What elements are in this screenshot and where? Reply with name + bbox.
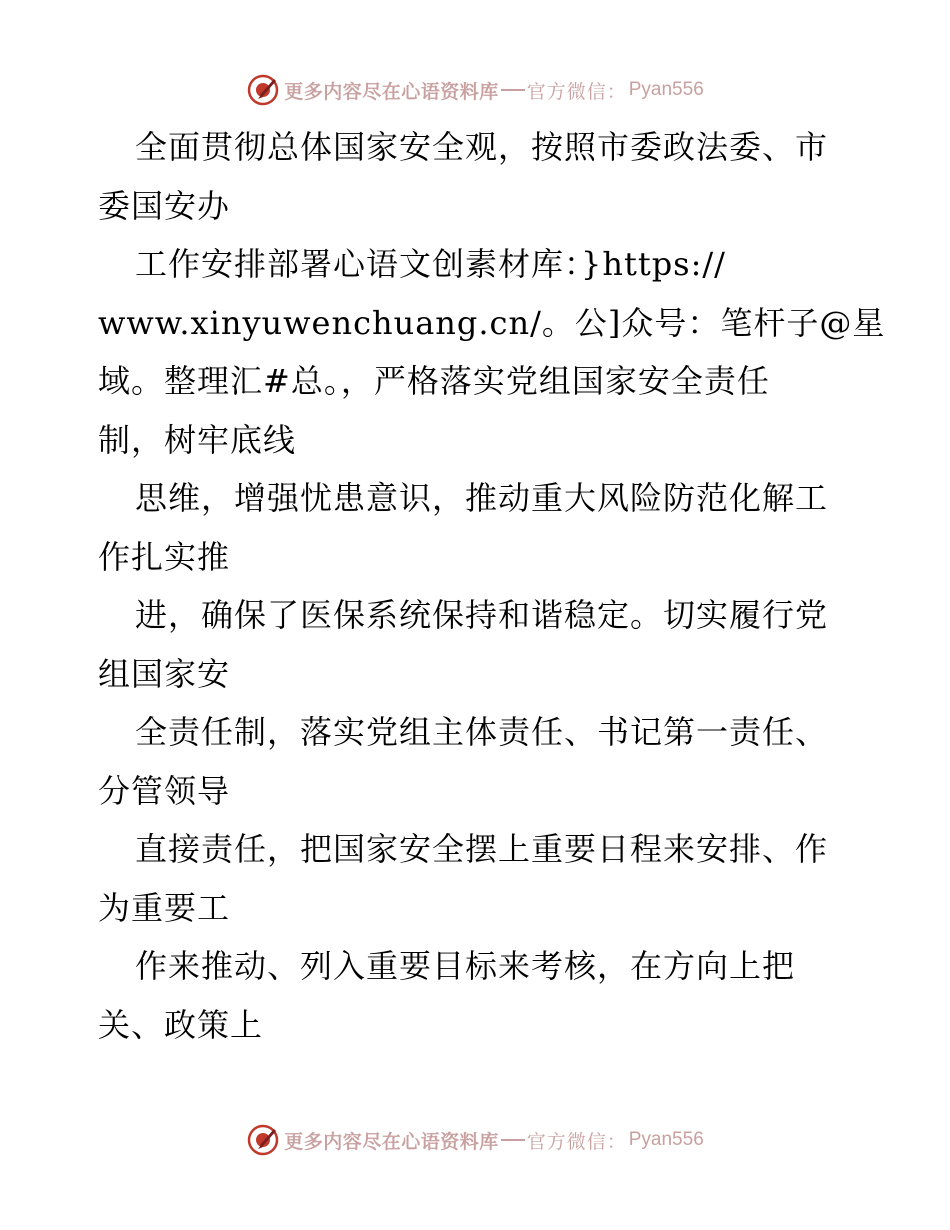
document-body — [98, 118, 886, 1054]
wechat-label: 官方微信： — [526, 1130, 627, 1153]
paragraph-line: 制，树牢底线 — [98, 420, 297, 459]
red-ink-logo-icon — [246, 1123, 280, 1157]
paragraph-line: 工作安排部署心语文创素材库：}https:// — [135, 245, 726, 283]
footer-banner — [0, 1120, 950, 1160]
paragraph-line: 全面贯彻总体国家安全观，按照市委政法委、市 — [135, 128, 829, 166]
paragraph-line: 域。整理汇#总。，严格落实党组国家安全责任 — [98, 362, 770, 400]
promo-text: 更多内容尽在心语资料库 — [284, 1130, 499, 1153]
wechat-id: Pyan556 — [628, 1129, 704, 1150]
promo-text: 更多内容尽在心语资料库 — [284, 80, 499, 103]
banner-divider — [501, 89, 525, 91]
paragraph-line: 分管领导 — [98, 771, 231, 810]
paragraph-line: 直接责任，把国家安全摆上重要日程来安排、作 — [135, 830, 829, 868]
paragraph-line: 思维，增强忧患意识，推动重大风险防范化解工 — [135, 479, 829, 517]
wechat-id: Pyan556 — [628, 79, 704, 100]
paragraph-line: 组国家安 — [98, 654, 231, 693]
paragraph-line: 关、政策上 — [98, 1005, 264, 1044]
paragraph-line: 作来推动、列入重要目标来考核，在方向上把 — [135, 947, 796, 985]
banner-divider — [501, 1139, 525, 1141]
paragraph-line: 全责任制，落实党组主体责任、书记第一责任、 — [135, 713, 829, 751]
wechat-label: 官方微信： — [526, 80, 627, 103]
paragraph-line: 为重要工 — [98, 888, 231, 927]
paragraph-line: www.xinyuwenchuang.cn/。公]众号：笔杆子@星 — [98, 303, 886, 342]
paragraph-line: 委国安办 — [98, 186, 231, 225]
paragraph-line: 作扎实推 — [98, 537, 231, 576]
paragraph-line: 进，确保了医保系统保持和谐稳定。切实履行党 — [135, 596, 829, 634]
red-ink-logo-icon — [246, 73, 280, 107]
header-banner — [0, 70, 950, 110]
